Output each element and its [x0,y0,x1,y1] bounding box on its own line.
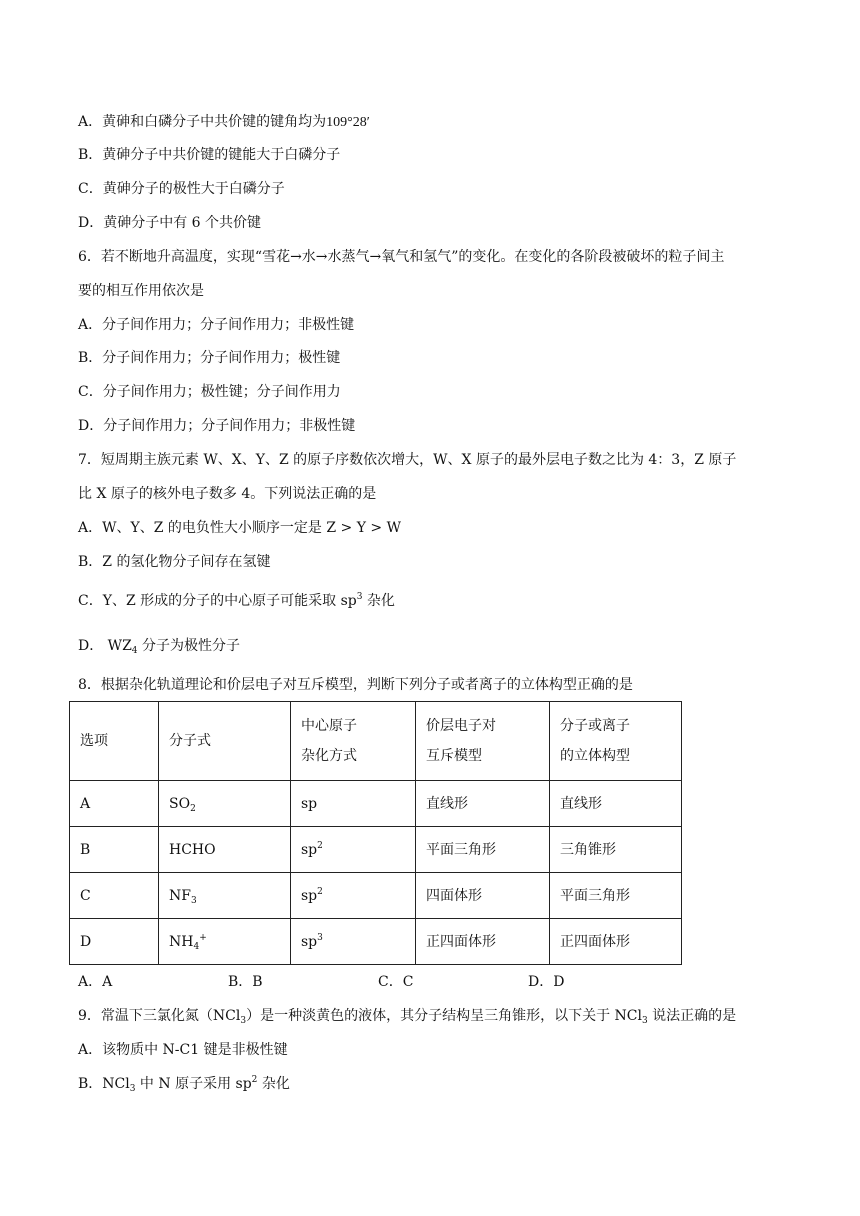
q7-option-d-suffix: 分子为极性分子 [137,638,240,654]
q7-stem-line1: 7．短周期主族元素 W、X、Y、Z 的原子序数依次增大，W、X 原子的最外层电子数之比为 4：3，Z 原子 [78,452,737,468]
table-row [70,873,682,919]
q6-option-a: A．分子间作用力；分子间作用力；非极性键 [78,317,355,333]
cell-hybridization: $sp^3$ [291,919,416,965]
q8-option-a: A．A [78,974,113,990]
q9-option-b: B．NCl$_3$ 中 N 原子采用 $sp^2$ 杂化 [78,1075,290,1094]
q5-option-a [78,112,370,133]
cell-formula: HCHO [159,827,291,873]
q7-stem-line2: 比 X 原子的核外电子数多 4。下列说法正确的是 [78,486,377,502]
q8-option-c: C．C [378,974,414,990]
q6-option-b: B．分子间作用力；分子间作用力；极性键 [78,350,341,366]
q7-option-d-text: D． WZ [78,638,132,654]
q7-option-d [78,636,240,656]
cell-formula: $NF_3$ [159,873,291,919]
cell-shape: 平面三角形 [550,873,682,919]
q5-option-d: D．黄砷分子中有 6 个共价键 [78,215,262,231]
cell-vsepr: 直线形 [416,781,550,827]
cell-hybridization: sp [291,781,416,827]
bond-angle-value: 109°28′ [326,115,370,130]
q8-option-b: B．B [228,974,263,990]
q7-option-c-text: C．Y、Z 形成的分子的中心原子可能采取 sp [78,593,357,609]
cell-formula: $NH_4^+$ [159,919,291,965]
subscript: 4 [131,646,138,656]
q7-option-c-suffix: 杂化 [362,593,395,609]
q8-stem: 8．根据杂化轨道理论和价层电子对互斥模型，判断下列分子或者离子的立体构型正确的是 [78,677,633,693]
header-vsepr: 价层电子对 互斥模型 [416,702,550,781]
cell-option: B [70,827,159,873]
superscript: 3 [356,592,363,602]
header-shape: 分子或离子 的立体构型 [550,702,682,781]
q5-option-b: B．黄砷分子中共价键的键能大于白磷分子 [78,147,341,163]
cell-vsepr: 平面三角形 [416,827,550,873]
cell-vsepr: 正四面体形 [416,919,550,965]
q5-option-a-text: A．黄砷和白磷分子中共价键的键角均为 [78,114,327,130]
q6-option-c: C．分子间作用力；极性键；分子间作用力 [78,384,341,400]
header-option: 选项 [70,702,159,781]
hybridization-table [69,701,682,965]
table-header-row [70,702,682,781]
cell-shape: 三角锥形 [550,827,682,873]
q6-stem-line1: 6．若不断地升高温度，实现“雪花→水→水蒸气→氧气和氢气”的变化。在变化的各阶段被破坏的粒子间主 [78,249,725,265]
cell-shape: 直线形 [550,781,682,827]
cell-hybridization: $sp^2$ [291,873,416,919]
table-row [70,919,682,965]
q7-option-b: B．Z 的氢化物分子间存在氢键 [78,554,271,570]
q6-stem-line2: 要的相互作用依次是 [78,283,204,299]
cell-formula: $SO_2$ [159,781,291,827]
header-formula: 分子式 [159,702,291,781]
cell-option: D [70,919,159,965]
q9-stem: 9．常温下三氯化氮（NCl$_3$）是一种淡黄色的液体，其分子结构呈三角锥形，以下关于 NCl$_3$ 说法正确的是 [78,1008,737,1026]
q6-option-d: D．分子间作用力；分子间作用力；非极性键 [78,418,356,434]
table-row [70,827,682,873]
q7-option-c [78,591,395,611]
cell-shape: 正四面体形 [550,919,682,965]
q9-option-a: A．该物质中 N-C1 键是非极性键 [78,1042,288,1058]
q7-option-a: A．W、Y、Z 的电负性大小顺序一定是 Z > Y > W [78,520,401,536]
cell-hybridization: $sp^2$ [291,827,416,873]
header-hybridization: 中心原子 杂化方式 [291,702,416,781]
cell-option: A [70,781,159,827]
cell-option: C [70,873,159,919]
q5-option-c: C．黄砷分子的极性大于白磷分子 [78,181,285,197]
q8-option-d: D．D [528,974,565,990]
cell-vsepr: 四面体形 [416,873,550,919]
table-row [70,781,682,827]
